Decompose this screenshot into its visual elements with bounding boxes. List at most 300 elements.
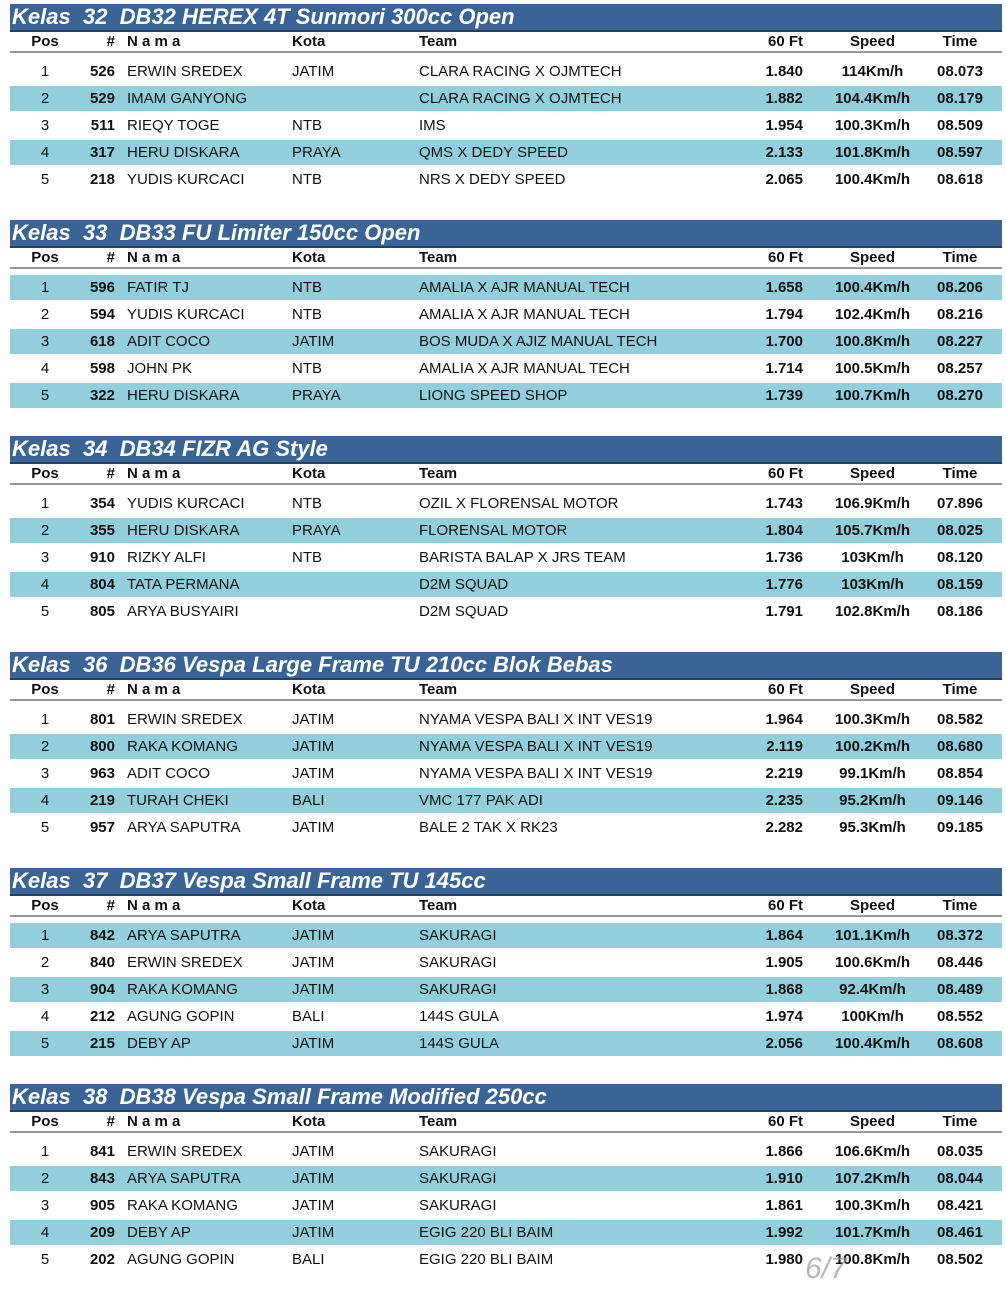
cell-team: FLORENSAL MOTOR: [419, 522, 568, 539]
cell-num: 905: [89, 1197, 115, 1214]
cell-ft: 1.739: [765, 387, 803, 404]
cell-pos: 1: [40, 711, 50, 728]
cell-ft: 1.866: [765, 1143, 803, 1160]
class-section: [0, 436, 1006, 652]
cell-pos: 3: [40, 981, 50, 998]
cell-num: 596: [89, 279, 115, 296]
cell-ft: 1.905: [765, 954, 803, 971]
header-time: Time: [942, 1113, 978, 1130]
cell-num: 594: [89, 306, 115, 323]
cell-time: 08.025: [937, 522, 983, 539]
cell-pos: 1: [40, 495, 50, 512]
header-kota: Kota: [292, 681, 326, 698]
cell-pos: 3: [40, 1197, 50, 1214]
table-row: [10, 707, 1002, 732]
header-time: Time: [942, 897, 978, 914]
cell-speed: 102.4Km/h: [834, 306, 911, 323]
header-ft: 60 Ft: [767, 897, 803, 914]
header-speed: Speed: [849, 1113, 895, 1130]
cell-team: NYAMA VESPA BALI X INT VES19: [419, 765, 653, 782]
cell-ft: 2.219: [765, 765, 803, 782]
class-number: 33: [82, 220, 108, 245]
header-num: #: [106, 897, 115, 914]
cell-num: 529: [89, 90, 115, 107]
table-row: [10, 923, 1002, 948]
cell-nama: YUDIS KURCACI: [127, 171, 245, 188]
cell-time: 08.552: [937, 1008, 983, 1025]
class-title: [10, 1084, 1002, 1112]
cell-ft: 2.065: [765, 171, 803, 188]
cell-num: 202: [89, 1251, 115, 1268]
table-row: [10, 1193, 1002, 1218]
header-kota: Kota: [292, 1113, 326, 1130]
cell-speed: 100.3Km/h: [834, 1197, 911, 1214]
table-row: [10, 59, 1002, 84]
header-time: Time: [942, 249, 978, 266]
header-team: Team: [419, 897, 458, 914]
cell-nama: ADIT COCO: [127, 333, 211, 350]
cell-pos: 3: [40, 333, 50, 350]
cell-team: QMS X DEDY SPEED: [419, 144, 568, 161]
table-header: [10, 32, 1002, 53]
table-row: [10, 761, 1002, 786]
table-row: [10, 275, 1002, 300]
cell-time: 08.227: [937, 333, 983, 350]
cell-team: SAKURAGI: [419, 981, 497, 998]
cell-pos: 4: [40, 1008, 50, 1025]
cell-time: 08.372: [937, 927, 983, 944]
table-row: [10, 1031, 1002, 1056]
cell-team: NRS X DEDY SPEED: [419, 171, 566, 188]
cell-kota: JATIM: [292, 1170, 335, 1187]
cell-team: NYAMA VESPA BALI X INT VES19: [419, 711, 653, 728]
header-speed: Speed: [849, 249, 895, 266]
kelas-label: Kelas: [12, 4, 71, 29]
header-nama: N a m a: [127, 1113, 181, 1130]
cell-time: 08.159: [937, 576, 983, 593]
table-row: [10, 1139, 1002, 1164]
cell-ft: 1.714: [765, 360, 803, 377]
cell-num: 800: [89, 738, 115, 755]
cell-kota: PRAYA: [292, 387, 341, 404]
cell-num: 801: [89, 711, 115, 728]
cell-pos: 5: [40, 819, 50, 836]
table-row: [10, 113, 1002, 138]
header-speed: Speed: [849, 897, 895, 914]
cell-pos: 3: [40, 117, 50, 134]
cell-time: 08.270: [937, 387, 983, 404]
cell-pos: 1: [40, 63, 50, 80]
table-row: [10, 815, 1002, 840]
cell-nama: ARYA BUSYAIRI: [127, 603, 239, 620]
cell-speed: 100.4Km/h: [834, 1035, 911, 1052]
cell-nama: HERU DISKARA: [127, 522, 240, 539]
cell-kota: NTB: [292, 171, 322, 188]
cell-kota: JATIM: [292, 1035, 335, 1052]
cell-nama: HERU DISKARA: [127, 144, 240, 161]
cell-pos: 2: [40, 738, 50, 755]
cell-nama: RIEQY TOGE: [127, 117, 220, 134]
cell-speed: 101.7Km/h: [834, 1224, 911, 1241]
cell-kota: BALI: [292, 1008, 325, 1025]
cell-num: 317: [89, 144, 115, 161]
cell-time: 08.461: [937, 1224, 983, 1241]
table-row: [10, 86, 1002, 111]
cell-time: 08.216: [937, 306, 983, 323]
cell-speed: 107.2Km/h: [834, 1170, 911, 1187]
cell-ft: 2.056: [765, 1035, 803, 1052]
cell-ft: 2.119: [766, 738, 803, 755]
kelas-label: Kelas: [12, 652, 71, 677]
cell-pos: 5: [40, 1251, 50, 1268]
header-team: Team: [419, 1113, 458, 1130]
cell-time: 08.421: [937, 1197, 983, 1214]
cell-pos: 4: [40, 792, 50, 809]
cell-nama: YUDIS KURCACI: [127, 306, 245, 323]
cell-num: 910: [89, 549, 115, 566]
cell-kota: BALI: [292, 1251, 325, 1268]
cell-kota: NTB: [292, 549, 322, 566]
class-title: [10, 4, 1002, 32]
class-number: 38: [82, 1084, 108, 1109]
cell-time: 08.186: [937, 603, 983, 620]
cell-nama: ARYA SAPUTRA: [127, 1170, 241, 1187]
kelas-label: Kelas: [12, 220, 71, 245]
cell-num: 805: [89, 603, 115, 620]
cell-time: 08.073: [937, 63, 983, 80]
cell-team: AMALIA X AJR MANUAL TECH: [419, 360, 630, 377]
header-num: #: [106, 33, 115, 50]
class-number: 32: [82, 4, 108, 29]
cell-kota: JATIM: [292, 927, 335, 944]
cell-pos: 2: [40, 1170, 50, 1187]
cell-nama: TURAH CHEKI: [127, 792, 229, 809]
cell-num: 842: [89, 927, 115, 944]
cell-nama: YUDIS KURCACI: [127, 495, 245, 512]
header-ft: 60 Ft: [767, 249, 803, 266]
cell-nama: DEBY AP: [127, 1224, 191, 1241]
table-row: [10, 1247, 1002, 1272]
cell-time: 08.446: [937, 954, 983, 971]
header-nama: N a m a: [127, 681, 181, 698]
cell-num: 804: [89, 576, 115, 593]
cell-time: 08.489: [937, 981, 983, 998]
cell-team: EGIG 220 BLI BAIM: [419, 1224, 554, 1241]
cell-time: 07.896: [937, 495, 983, 512]
cell-nama: AGUNG GOPIN: [127, 1008, 235, 1025]
cell-kota: JATIM: [292, 333, 335, 350]
cell-pos: 1: [40, 279, 50, 296]
cell-team: AMALIA X AJR MANUAL TECH: [419, 279, 630, 296]
cell-pos: 4: [40, 1224, 50, 1241]
cell-time: 09.146: [937, 792, 983, 809]
cell-kota: NTB: [292, 306, 322, 323]
cell-ft: 2.282: [765, 819, 803, 836]
table-row: [10, 167, 1002, 192]
cell-team: CLARA RACING X OJMTECH: [419, 90, 622, 107]
cell-speed: 105.7Km/h: [834, 522, 911, 539]
cell-ft: 1.791: [765, 603, 803, 620]
cell-speed: 100.4Km/h: [834, 171, 911, 188]
cell-num: 526: [89, 63, 115, 80]
header-time: Time: [942, 465, 978, 482]
cell-team: BALE 2 TAK X RK23: [419, 819, 558, 836]
cell-nama: RIZKY ALFI: [127, 549, 206, 566]
cell-team: CLARA RACING X OJMTECH: [419, 63, 622, 80]
cell-pos: 4: [40, 360, 50, 377]
header-ft: 60 Ft: [767, 465, 803, 482]
cell-kota: NTB: [292, 495, 322, 512]
cell-pos: 5: [40, 603, 50, 620]
header-team: Team: [419, 249, 458, 266]
table-row: [10, 977, 1002, 1002]
cell-kota: NTB: [292, 360, 322, 377]
table-row: [10, 1004, 1002, 1029]
header-pos: Pos: [31, 681, 59, 698]
cell-time: 08.502: [937, 1251, 983, 1268]
cell-nama: ARYA SAPUTRA: [127, 927, 241, 944]
cell-speed: 100.8Km/h: [834, 333, 911, 350]
cell-speed: 102.8Km/h: [834, 603, 911, 620]
header-pos: Pos: [31, 465, 59, 482]
cell-pos: 5: [40, 171, 50, 188]
cell-ft: 1.974: [765, 1008, 803, 1025]
cell-kota: JATIM: [292, 954, 335, 971]
cell-pos: 1: [40, 927, 50, 944]
kelas-label: Kelas: [12, 436, 71, 461]
cell-num: 963: [89, 765, 115, 782]
cell-num: 212: [89, 1008, 115, 1025]
table-row: [10, 1220, 1002, 1245]
cell-speed: 100.7Km/h: [834, 387, 911, 404]
cell-num: 843: [89, 1170, 115, 1187]
cell-ft: 1.954: [765, 117, 803, 134]
class-number: 36: [82, 652, 108, 677]
header-team: Team: [419, 465, 458, 482]
class-name: DB37 Vespa Small Frame TU 145cc: [119, 868, 486, 893]
cell-speed: 101.1Km/h: [834, 927, 911, 944]
cell-num: 904: [89, 981, 115, 998]
cell-pos: 5: [40, 387, 50, 404]
cell-ft: 1.736: [765, 549, 803, 566]
cell-team: EGIG 220 BLI BAIM: [419, 1251, 554, 1268]
cell-speed: 114Km/h: [841, 63, 904, 80]
header-nama: N a m a: [127, 33, 181, 50]
class-name: DB32 HEREX 4T Sunmori 300cc Open: [119, 4, 515, 29]
cell-pos: 2: [40, 306, 50, 323]
cell-ft: 1.743: [765, 495, 803, 512]
cell-pos: 2: [40, 90, 50, 107]
cell-speed: 106.6Km/h: [834, 1143, 911, 1160]
cell-pos: 4: [40, 576, 50, 593]
header-num: #: [106, 681, 115, 698]
cell-ft: 1.804: [765, 522, 803, 539]
table-row: [10, 302, 1002, 327]
cell-pos: 2: [40, 954, 50, 971]
cell-nama: ARYA SAPUTRA: [127, 819, 241, 836]
class-number: 34: [82, 436, 108, 461]
header-time: Time: [942, 33, 978, 50]
cell-speed: 103Km/h: [841, 549, 904, 566]
cell-team: SAKURAGI: [419, 1143, 497, 1160]
class-section: [0, 220, 1006, 436]
table-row: [10, 140, 1002, 165]
cell-nama: HERU DISKARA: [127, 387, 240, 404]
header-nama: N a m a: [127, 897, 181, 914]
page-indicator: 6/7: [805, 1252, 847, 1285]
cell-kota: NTB: [292, 279, 322, 296]
cell-pos: 1: [40, 1143, 50, 1160]
cell-speed: 100.3Km/h: [834, 117, 911, 134]
cell-speed: 104.4Km/h: [834, 90, 911, 107]
cell-kota: JATIM: [292, 711, 335, 728]
cell-nama: JOHN PK: [127, 360, 193, 377]
cell-team: VMC 177 PAK ADI: [419, 792, 543, 809]
header-num: #: [106, 1113, 115, 1130]
cell-speed: 95.3Km/h: [839, 819, 906, 836]
cell-ft: 1.794: [765, 306, 803, 323]
cell-speed: 92.4Km/h: [839, 981, 906, 998]
cell-ft: 1.964: [765, 711, 803, 728]
cell-time: 08.044: [937, 1170, 983, 1187]
cell-ft: 1.776: [765, 576, 803, 593]
table-header: [10, 464, 1002, 485]
class-name: DB33 FU Limiter 150cc Open: [119, 220, 421, 245]
cell-pos: 3: [40, 765, 50, 782]
cell-num: 218: [89, 171, 115, 188]
header-speed: Speed: [849, 681, 895, 698]
cell-kota: JATIM: [292, 63, 335, 80]
cell-pos: 2: [40, 522, 50, 539]
cell-speed: 103Km/h: [841, 576, 904, 593]
cell-num: 841: [89, 1143, 115, 1160]
cell-num: 511: [90, 117, 115, 134]
kelas-label: Kelas: [12, 1084, 71, 1109]
cell-team: 144S GULA: [419, 1008, 500, 1025]
cell-time: 09.185: [937, 819, 983, 836]
cell-kota: JATIM: [292, 738, 335, 755]
cell-nama: RAKA KOMANG: [127, 738, 238, 755]
cell-time: 08.179: [937, 90, 983, 107]
cell-time: 08.120: [937, 549, 983, 566]
cell-num: 322: [89, 387, 115, 404]
cell-nama: ERWIN SREDEX: [127, 954, 243, 971]
cell-ft: 1.861: [765, 1197, 803, 1214]
cell-team: SAKURAGI: [419, 954, 497, 971]
cell-ft: 1.980: [765, 1251, 803, 1268]
cell-nama: DEBY AP: [127, 1035, 191, 1052]
cell-speed: 99.1Km/h: [839, 765, 906, 782]
cell-team: BOS MUDA X AJIZ MANUAL TECH: [419, 333, 658, 350]
cell-time: 08.618: [937, 171, 983, 188]
table-row: [10, 545, 1002, 570]
cell-time: 08.035: [937, 1143, 983, 1160]
cell-time: 08.680: [937, 738, 983, 755]
cell-nama: RAKA KOMANG: [127, 1197, 238, 1214]
cell-kota: JATIM: [292, 819, 335, 836]
header-ft: 60 Ft: [767, 33, 803, 50]
cell-speed: 100.6Km/h: [834, 954, 911, 971]
header-ft: 60 Ft: [767, 681, 803, 698]
table-header: [10, 680, 1002, 701]
header-team: Team: [419, 33, 458, 50]
cell-ft: 2.133: [765, 144, 803, 161]
header-ft: 60 Ft: [767, 1113, 803, 1130]
header-kota: Kota: [292, 897, 326, 914]
cell-team: SAKURAGI: [419, 1197, 497, 1214]
cell-ft: 1.868: [765, 981, 803, 998]
cell-team: D2M SQUAD: [419, 576, 509, 593]
cell-team: SAKURAGI: [419, 1170, 497, 1187]
table-row: [10, 518, 1002, 543]
cell-nama: IMAM GANYONG: [127, 90, 248, 107]
header-speed: Speed: [849, 465, 895, 482]
header-kota: Kota: [292, 465, 326, 482]
cell-pos: 3: [40, 549, 50, 566]
cell-kota: BALI: [292, 792, 325, 809]
class-section: [0, 652, 1006, 868]
table-row: [10, 1166, 1002, 1191]
cell-ft: 1.882: [765, 90, 803, 107]
cell-num: 618: [89, 333, 115, 350]
header-pos: Pos: [31, 249, 59, 266]
cell-team: D2M SQUAD: [419, 603, 509, 620]
cell-speed: 106.9Km/h: [834, 495, 911, 512]
cell-pos: 4: [40, 144, 50, 161]
cell-speed: 95.2Km/h: [839, 792, 906, 809]
table-row: [10, 599, 1002, 624]
table-row: [10, 383, 1002, 408]
header-pos: Pos: [31, 1113, 59, 1130]
cell-ft: 1.864: [765, 927, 803, 944]
table-row: [10, 788, 1002, 813]
cell-team: LIONG SPEED SHOP: [419, 387, 568, 404]
cell-speed: 100Km/h: [841, 1008, 904, 1025]
class-section: [0, 868, 1006, 1084]
class-name: DB36 Vespa Large Frame TU 210cc Blok Bebas: [119, 652, 613, 677]
cell-ft: 1.658: [765, 279, 803, 296]
cell-num: 355: [89, 522, 115, 539]
cell-team: AMALIA X AJR MANUAL TECH: [419, 306, 630, 323]
cell-num: 598: [89, 360, 115, 377]
cell-nama: ERWIN SREDEX: [127, 1143, 243, 1160]
cell-kota: JATIM: [292, 981, 335, 998]
class-section: [0, 1084, 1006, 1300]
class-section: [0, 4, 1006, 220]
class-title: [10, 220, 1002, 248]
table-row: [10, 734, 1002, 759]
cell-pos: 5: [40, 1035, 50, 1052]
cell-ft: 1.840: [765, 63, 803, 80]
cell-num: 840: [89, 954, 115, 971]
cell-speed: 100.4Km/h: [834, 279, 911, 296]
cell-time: 08.854: [937, 765, 983, 782]
cell-ft: 1.992: [765, 1224, 803, 1241]
table-header: [10, 896, 1002, 917]
cell-time: 08.582: [937, 711, 983, 728]
cell-speed: 100.5Km/h: [834, 360, 911, 377]
cell-time: 08.257: [937, 360, 983, 377]
cell-team: NYAMA VESPA BALI X INT VES19: [419, 738, 653, 755]
cell-num: 215: [89, 1035, 115, 1052]
cell-num: 354: [89, 495, 115, 512]
cell-nama: AGUNG GOPIN: [127, 1251, 235, 1268]
cell-time: 08.206: [937, 279, 983, 296]
class-name: DB38 Vespa Small Frame Modified 250cc: [119, 1084, 547, 1109]
cell-team: SAKURAGI: [419, 927, 497, 944]
table-row: [10, 356, 1002, 381]
header-team: Team: [419, 681, 458, 698]
